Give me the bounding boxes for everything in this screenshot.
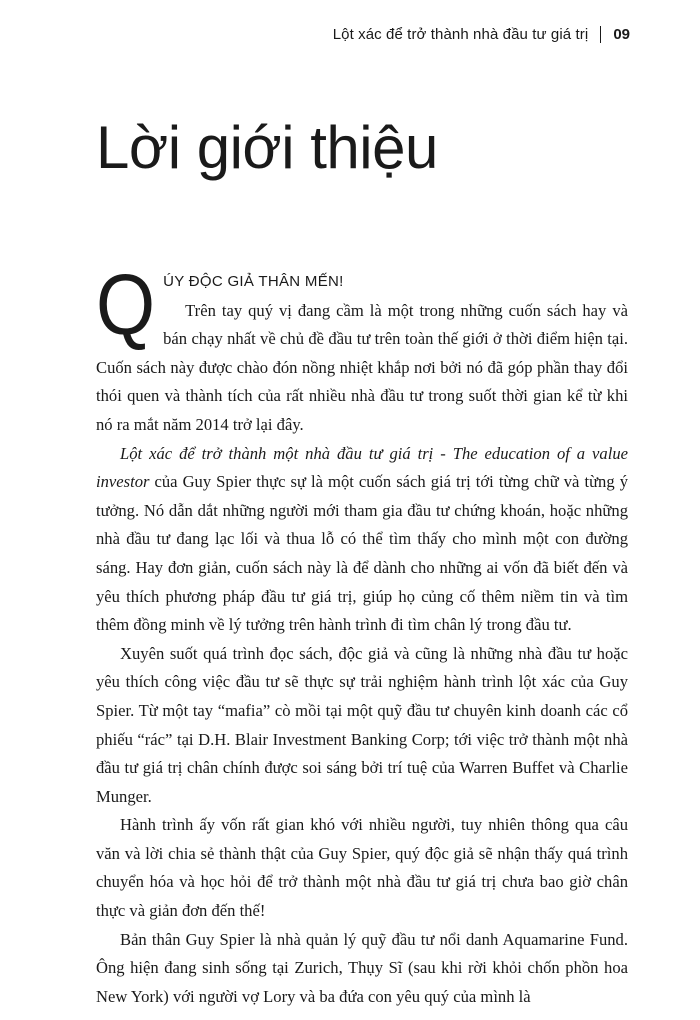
chapter-title: Lời giới thiệu (96, 114, 438, 181)
paragraph-3: Xuyên suốt quá trình đọc sách, độc giả và cũng là những nhà đầu tư hoặc yêu thích công việc đầu tư sẽ thực sự trải nghiệm hành trình lột xác của Guy Spier. Từ một tay “mafia” cò mồi tại một quỹ đầu tư chuyên kinh doanh các cổ phiếu “rác” tại D.H. Blair Investment Banking Corp; tới việc trở thành một nhà đầu tư giá trị chân chính được soi sáng bởi trí tuệ của Warren Buffet và Charlie Munger. (96, 643, 628, 806)
running-header-title: Lột xác để trở thành nhà đầu tư giá trị (332, 26, 589, 43)
body-text (96, 257, 628, 1011)
drop-cap: Q (96, 257, 156, 353)
running-header (333, 26, 630, 43)
paragraph-1: Trên tay quý vị đang cầm là một trong những cuốn sách hay và bán chạy nhất về chủ đề đầu tư trên toàn thế giới ở thời điểm hiện tại. Cuốn sách này được chào đón nồng nhiệt khắp nơi bởi nó đã góp phần thay đổi thói quen và thành tích của rất nhiều nhà đầu tư trong suốt thời gian kể từ khi nó ra mắt năm 2014 trở lại đây. (96, 300, 628, 434)
header-divider (600, 26, 601, 43)
paragraph-2 (96, 440, 628, 640)
page-number: 09 (613, 26, 630, 43)
book-title-italic: Lột xác để trở thành một nhà đầu tư giá trị - The education of a value investor (96, 443, 628, 492)
paragraph-4: Hành trình ấy vốn rất gian khó với nhiều người, tuy nhiên thông qua câu văn và lời chia sẻ thành thật của Guy Spier, quý độc giả sẽ nhận thấy quá trình chuyển hóa và học hỏi để trở thành một nhà đầu tư giá trị chưa bao giờ chân thực và giản đơn đến thế! (96, 815, 628, 921)
paragraph-2-text: của Guy Spier thực sự là một cuốn sách giá trị tới từng chữ và từng ý tưởng. Nó dẫn dắt những người mới tham gia đầu tư chứng khoán, hoặc những nhà đầu tư đang lạc lối và thua lỗ có thể tìm thấy cho mình một con đường sáng. Hay đơn giản, cuốn sách này là để dành cho những ai vốn đã biết đến và yêu thích phương pháp đầu tư giá trị, giúp họ củng cố thêm niềm tin và tìm thêm đồng minh về lý tưởng trên hành trình đi tìm chân lý trong đầu tư. (96, 472, 628, 635)
salutation: ÚY ĐỘC GIẢ THÂN MẾN! (163, 273, 344, 290)
paragraph-5: Bản thân Guy Spier là nhà quản lý quỹ đầu tư nổi danh Aquamarine Fund. Ông hiện đang sinh sống tại Zurich, Thụy Sĩ (sau khi rời khỏi chốn phồn hoa New York) với người vợ Lory và ba đứa con yêu quý của mình là (96, 929, 628, 1006)
